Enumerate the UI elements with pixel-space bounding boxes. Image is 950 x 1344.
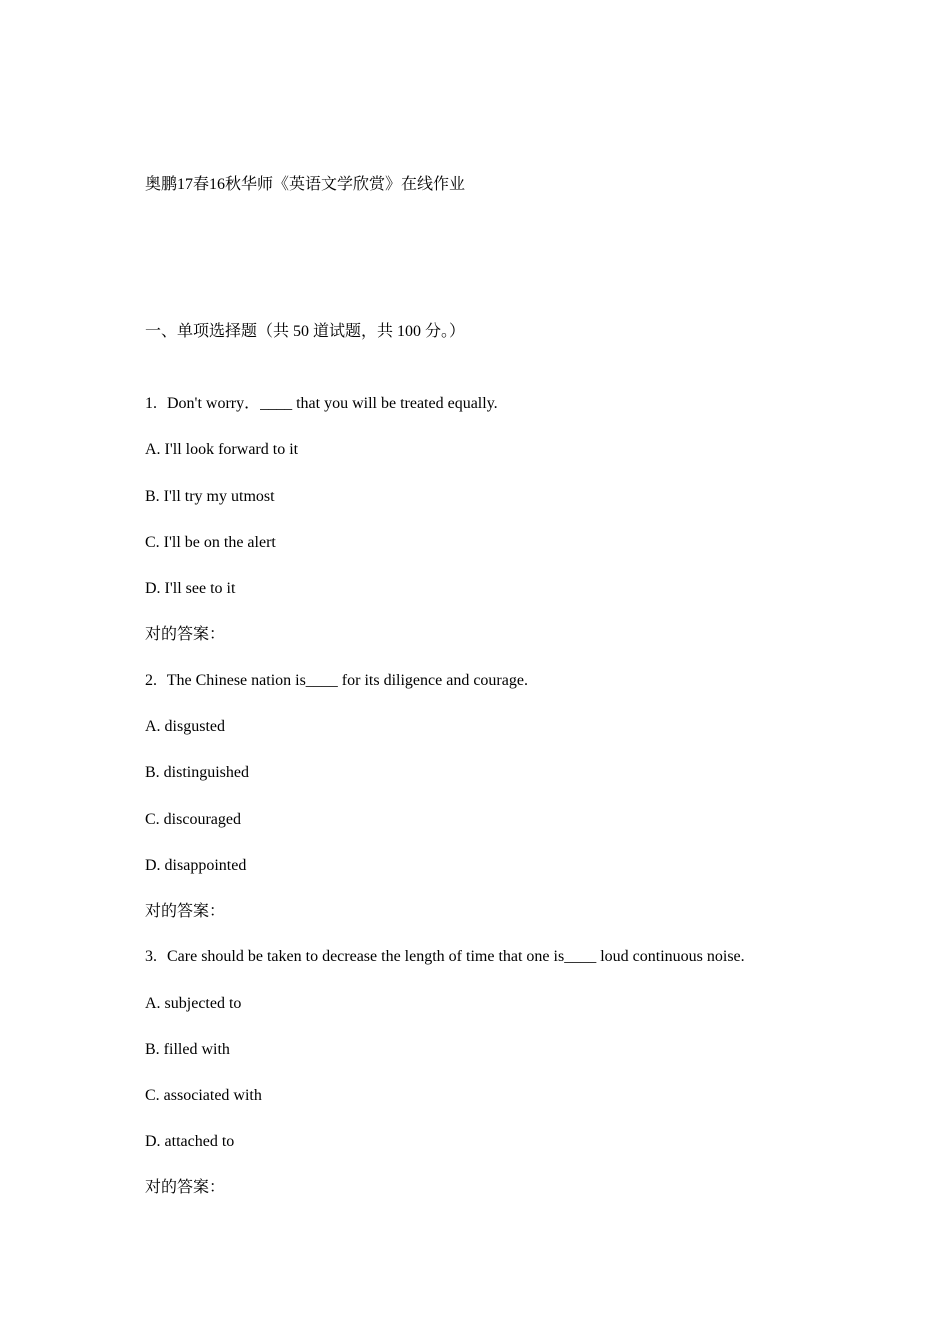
question-2-stem [145, 671, 528, 691]
question-number: 2. [145, 672, 157, 689]
question-text: Care should be taken to decrease the length of time that one is____ loud continuous noise. [167, 948, 745, 965]
question-1-answer-label: 对的答案： [145, 626, 226, 643]
question-1-option-d: D. I'll see to it [145, 580, 236, 597]
question-2-option-b: B. distinguished [145, 764, 250, 781]
question-text: Don't worry．____ that you will be treated equally. [167, 395, 498, 412]
question-3-stem [145, 947, 745, 967]
question-2-option-c: C. discouraged [145, 811, 241, 828]
question-number: 3. [145, 948, 157, 965]
question-2-option-a: A. disgusted [145, 718, 225, 735]
document-title: 奥鹏17春16秋华师《英语文学欣赏》在线作业 [145, 176, 466, 193]
question-text: The Chinese nation is____ for its diligence and courage. [166, 672, 528, 689]
question-3-option-a: A. subjected to [145, 995, 242, 1012]
section-heading: 一、单项选择题（共 50 道试题，共 100 分。） [145, 323, 466, 340]
question-1-stem [145, 394, 498, 414]
question-3-answer-label: 对的答案： [145, 1179, 226, 1196]
question-3-option-d: D. attached to [145, 1133, 235, 1150]
question-number: 1. [145, 395, 157, 412]
question-1-option-a: A. I'll look forward to it [145, 441, 299, 458]
question-3-option-b: B. filled with [145, 1041, 230, 1058]
question-1-option-c: C. I'll be on the alert [145, 534, 276, 551]
question-2-answer-label: 对的答案： [145, 903, 226, 920]
question-2-option-d: D. disappointed [145, 857, 247, 874]
question-1-option-b: B. I'll try my utmost [145, 488, 275, 505]
question-3-option-c: C. associated with [145, 1087, 262, 1104]
